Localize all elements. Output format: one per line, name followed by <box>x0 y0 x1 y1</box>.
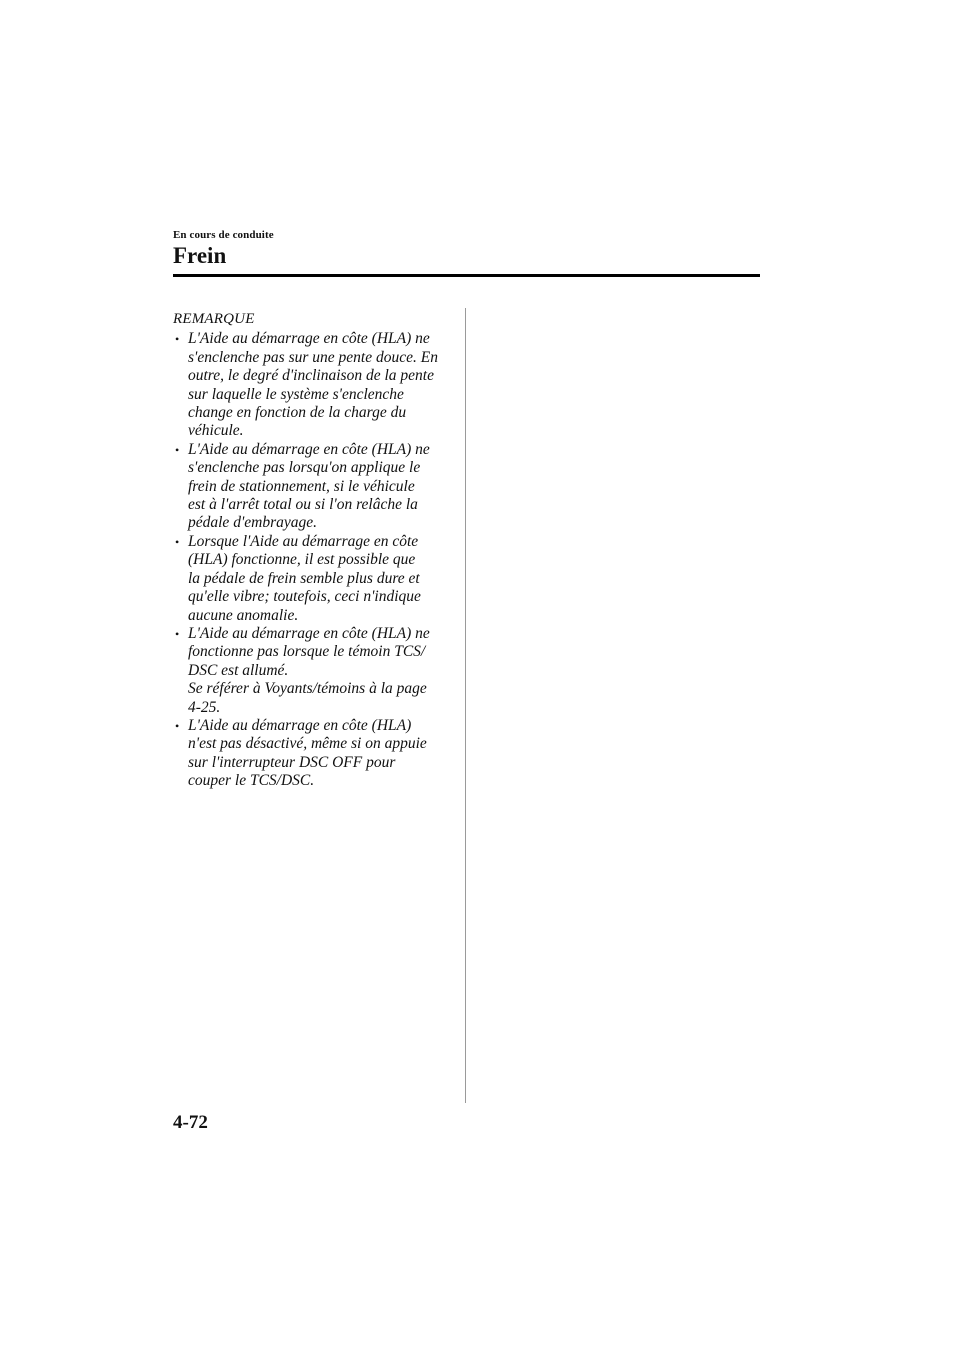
note-line: L'Aide au démarrage en côte (HLA) ne <box>188 440 430 458</box>
note-line: s'enclenche pas lorsqu'on applique le <box>188 459 421 477</box>
bullet-icon: • <box>175 626 180 641</box>
note-item <box>173 717 458 791</box>
note-line: Lorsque l'Aide au démarrage en côte <box>188 532 419 550</box>
bullet-icon: • <box>175 718 180 733</box>
note-line: change en fonction de la charge du <box>188 404 407 422</box>
note-block <box>173 310 458 791</box>
note-item <box>173 625 458 717</box>
note-list <box>173 330 458 790</box>
note-heading: REMARQUE <box>173 311 255 327</box>
note-line: L'Aide au démarrage en côte (HLA) ne <box>188 330 430 348</box>
note-line: fonctionne pas lorsque le témoin TCS/ <box>188 643 426 661</box>
note-line: outre, le degré d'inclinaison de la pente <box>188 367 434 385</box>
bullet-icon: • <box>175 332 180 347</box>
note-line: n'est pas désactivé, même si on appuie <box>188 735 427 753</box>
note-line: L'Aide au démarrage en côte (HLA) <box>188 716 412 734</box>
note-line: qu'elle vibre; toutefois, ceci n'indique <box>188 588 421 606</box>
note-line: pédale d'embrayage. <box>188 514 317 532</box>
note-line: sur l'interrupteur DSC OFF pour <box>188 753 396 771</box>
note-line: (HLA) fonctionne, il est possible que <box>188 551 416 569</box>
note-line: sur laquelle le système s'enclenche <box>188 385 404 403</box>
note-item <box>173 330 458 440</box>
note-line: est à l'arrêt total ou si l'on relâche la <box>188 496 418 514</box>
note-line: Se référer à Voyants/témoins à la page <box>188 680 427 698</box>
note-line: véhicule. <box>188 422 244 440</box>
page-number: 4-72 <box>173 1112 208 1133</box>
note-line: L'Aide au démarrage en côte (HLA) ne <box>188 624 430 642</box>
section-label: En cours de conduite <box>173 229 274 241</box>
column-divider <box>465 308 466 1103</box>
note-line: frein de stationnement, si le véhicule <box>188 477 415 495</box>
title-rule <box>173 274 760 277</box>
note-item <box>173 533 458 625</box>
note-line: couper le TCS/DSC. <box>188 772 315 790</box>
bullet-icon: • <box>175 442 180 457</box>
note-line: s'enclenche pas sur une pente douce. En <box>188 348 438 366</box>
page-title: Frein <box>173 243 227 268</box>
note-line: 4-25. <box>188 698 221 716</box>
note-line: la pédale de frein semble plus dure et <box>188 569 420 587</box>
note-line: aucune anomalie. <box>188 606 299 624</box>
bullet-icon: • <box>175 534 180 549</box>
note-item <box>173 441 458 533</box>
note-line: DSC est allumé. <box>188 661 289 679</box>
